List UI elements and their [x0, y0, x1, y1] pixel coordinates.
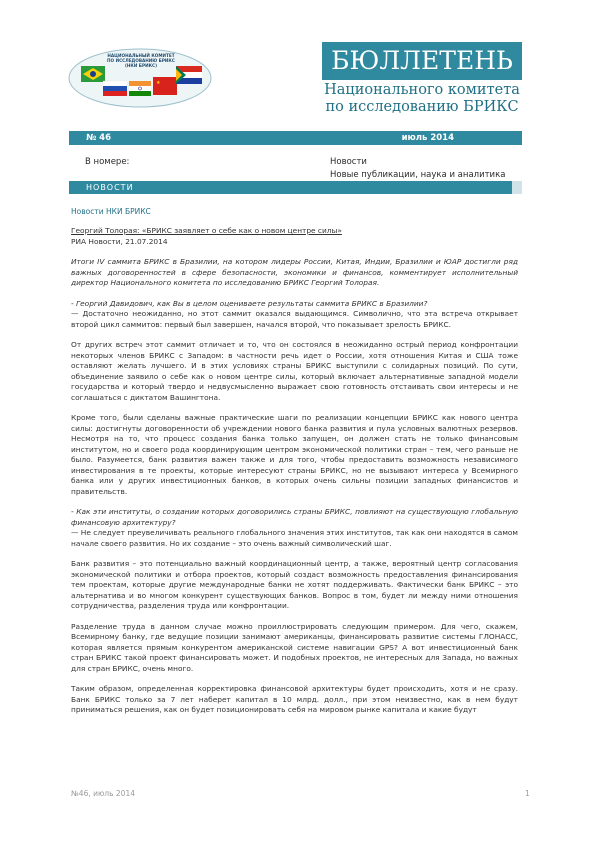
- bulletin-banner: БЮЛЛЕТЕНЬ: [322, 42, 522, 80]
- issue-date: июль 2014: [401, 133, 454, 143]
- svg-text:★: ★: [156, 80, 161, 86]
- brics-logo: [68, 48, 213, 108]
- section-bar-tail: [512, 181, 522, 194]
- article: [71, 226, 518, 726]
- subtitle-line-2: по исследованию БРИКС: [325, 99, 519, 115]
- paragraph-3: Кроме того, были сделаны важные практические шаги по реализации концепции БРИКС как нового центра силы: достигнуты договоренности об учреждении нового банка развития и пула условных валютных резервов. Несмотря на то, что процесс создания банка только запущен, он должен стать не только финансовым институтом, но и своего рода координирующим центром экономической политики стран – тем, чего раньше не было. Разумеется, банк развития важен также и для того, чтобы предоставить возможность независимого инвестирования в те проекты, которые интересуют страны БРИКС, но не вызывают интереса у Всемирного банка или у других инвестиционных банков, в которых очень сильны позиции западных финансистов и правительств.: [71, 413, 518, 496]
- section-title: НОВОСТИ: [86, 183, 134, 192]
- article-lead: Итоги IV саммита БРИКС в Бразилии, на котором лидеры России, Китая, Индии, Бразилии и ЮАР достигли ряд важных договоренностей в сфере безопасности, экономики и финансов, комментирует исполнительный директор Национального комитета по исследованию БРИКС Георгий Толорая.: [71, 257, 518, 287]
- answer-1: — Достаточно неожиданно, но этот саммит оказался выдающимся. Символично, что эта встреча открывает второй цикл саммитов: первый был завершен, начался второй, что показывает зрелость БРИКС.: [71, 309, 518, 329]
- subtitle-line-1: Национального комитета: [324, 82, 520, 98]
- question-2: - Как эти институты, о создании которых договорились страны БРИКС, повлияют на существующую глобальную финансовую архитектуру?: [71, 507, 518, 527]
- toc-list: [330, 156, 505, 181]
- page-number: 1: [525, 789, 530, 798]
- answer-2: — Не следует преувеличивать реального глобального значения этих институтов, так как они находятся в самом начале своего развития. Но их создание – это очень важный символический шаг.: [71, 528, 518, 548]
- question-1: - Георгий Давидович, как Вы в целом оцениваете результаты саммита БРИКС в Бразилии?: [71, 298, 428, 308]
- section-bar: [69, 181, 522, 194]
- issue-bar: [69, 131, 522, 145]
- toc-item[interactable]: Новые публикации, наука и аналитика: [330, 169, 506, 180]
- toc-label: В номере:: [85, 157, 130, 167]
- issue-number: № 46: [86, 133, 112, 143]
- bulletin-subtitle: [322, 82, 522, 116]
- article-title[interactable]: Георгий Толорая: «БРИКС заявляет о себе как о новом центре силы»: [71, 226, 342, 235]
- news-heading: Новости НКИ БРИКС: [71, 207, 151, 216]
- toc-item[interactable]: Новости: [330, 157, 367, 167]
- logo-text: НАЦИОНАЛЬНЫЙ КОМИТЕТ ПО ИССЛЕДОВАНИЮ БРИКС (НКИ БРИКС): [107, 53, 175, 68]
- article-source: РИА Новости, 21.07.2014: [71, 236, 168, 246]
- footer-issue: №46, июль 2014: [71, 789, 135, 798]
- paragraph-4: Банк развития – это потенциально важный координационный центр, а также, вероятный центр согласования экономической политики и отбора проектов, который создаст возможность предоставления финансирования тем проектам, которые другие международные банки не хотят поддерживать. Фактически банк БРИКС – это альтернатива и во многом конкурент существующих банков. Вопрос в том, будет ли между ними отношения сотрудничества, разделения труда или конфронтации.: [71, 559, 518, 610]
- paragraph-2: От других встреч этот саммит отличает и то, что он состоялся в неожиданно острый период конфронтации некоторых членов БРИКС с Западом: в частности речь идет о России, хотя отношения Китая и США тоже оставляют желать лучшего. И в этих условиях страны БРИКС выступили с солидарных позиций. По сути, объединение заявило о себе как о новом центре силы, который включает альтернативные западной модели государства и который твердо и недвусмысленно выражает свою готовность отстаивать свои интересы и не соглашаться с диктатом Вашингтона.: [71, 340, 518, 402]
- paragraph-5: Разделение труда в данном случае можно проиллюстрировать следующим примером. Для чего, скажем, Всемирному банку, где ведущие позиции занимают американцы, финансировать развитие системы ГЛОНАСС, которая является прямым конкурентом американской системе навигации GPS? А вот инвестиционный банк стран БРИКС такой проект финансировать может. И подобных проектов, не интересных для Запада, но важных для стран БРИКС, очень много.: [71, 621, 518, 673]
- paragraph-6: Таким образом, определенная корректировка финансовой архитектуры будет происходить, хотя и не сразу. Банк БРИКС только за 7 лет наберет капитал в 10 млрд. долл., при этом неизвестно, как в нем будут приниматься решения, как он будет позиционировать себя на мировом рынке капитала и какие будут: [71, 684, 518, 714]
